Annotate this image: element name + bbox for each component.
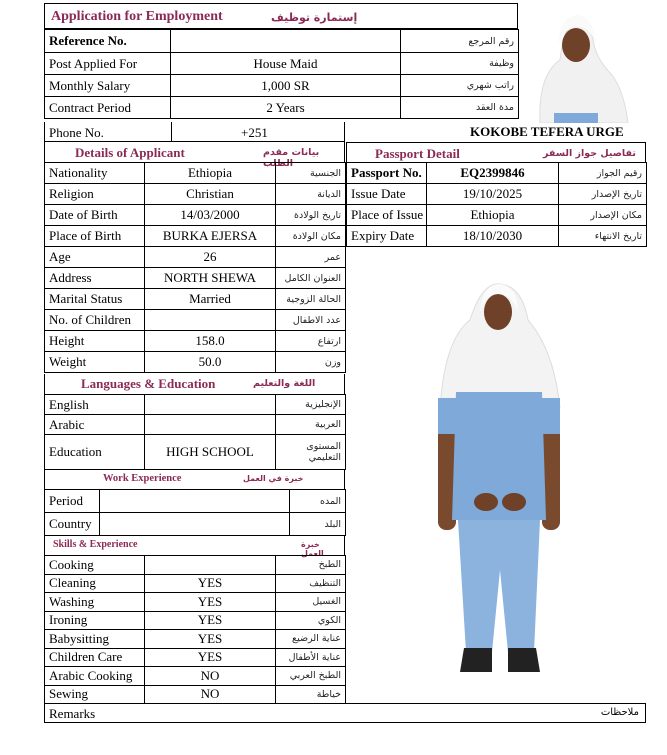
table-row (45, 163, 346, 184)
salary-label: Monthly Salary (45, 75, 171, 97)
row-ar: عدد الاطفال (276, 310, 346, 331)
row-ar: المده (290, 490, 346, 513)
table-row (45, 490, 346, 513)
row-value: YES (145, 593, 276, 612)
row-value: YES (145, 630, 276, 649)
row-ar: الإنجليزية (276, 395, 346, 415)
work-table (44, 489, 346, 536)
row-label: Washing (45, 593, 145, 612)
row-value: Christian (145, 184, 276, 205)
row-label: Religion (45, 184, 145, 205)
post-label: Post Applied For (45, 53, 171, 75)
row-value: 14/03/2000 (145, 205, 276, 226)
row-label: Place of Issue (347, 205, 427, 226)
row-label: Education (45, 435, 145, 470)
row-label: English (45, 395, 145, 415)
row-ar: الطبخ العربي (276, 667, 346, 686)
row-ar: الحالة الزوجية (276, 289, 346, 310)
table-row (45, 574, 346, 593)
row-ar: وزن (276, 352, 346, 373)
table-row (45, 184, 346, 205)
row-ar: الغسيل (276, 593, 346, 612)
row-label: Height (45, 331, 145, 352)
table-row (45, 331, 346, 352)
table-row (347, 205, 647, 226)
row-label: Cooking (45, 556, 145, 575)
table-row (45, 30, 519, 53)
row-value: 158.0 (145, 331, 276, 352)
table-row (347, 163, 647, 184)
row-ar: تاريخ الإصدار (559, 184, 647, 205)
row-ar: العنوان الكامل (276, 268, 346, 289)
row-value (145, 415, 276, 435)
table-row (45, 75, 519, 97)
top-info-table (44, 29, 519, 119)
table-row (45, 513, 346, 536)
table-row (347, 184, 647, 205)
title-ar: إستمارة توظيف (271, 11, 358, 24)
table-row (45, 205, 346, 226)
row-value: BURKA EJERSA (145, 226, 276, 247)
row-value: NORTH SHEWA (145, 268, 276, 289)
table-row (45, 226, 346, 247)
salary-value: 1,000 SR (171, 75, 401, 97)
languages-title-ar: اللغة والتعليم (253, 378, 316, 389)
row-ar: الديانة (276, 184, 346, 205)
row-value: NO (145, 685, 276, 704)
row-label: Expiry Date (347, 226, 427, 247)
table-row (45, 415, 346, 435)
salary-ar: راتب شهري (401, 75, 519, 97)
row-label: Cleaning (45, 574, 145, 593)
table-row (45, 648, 346, 667)
ref-label: Reference No. (45, 30, 171, 53)
remarks-label: Remarks (49, 706, 96, 721)
row-value: YES (145, 574, 276, 593)
row-value (100, 513, 290, 536)
table-row (45, 435, 346, 470)
passport-title-en: Passport Detail (375, 146, 460, 161)
applicant-name: KOKOBE TEFERA URGE (470, 124, 624, 139)
row-value: YES (145, 611, 276, 630)
row-label: Nationality (45, 163, 145, 184)
row-label: Place of Birth (45, 226, 145, 247)
title-en: Application for Employment (51, 9, 223, 24)
work-header (44, 469, 345, 489)
portrait-photo (520, 5, 632, 123)
contract-ar: مدة العقد (401, 97, 519, 119)
passport-header (346, 142, 646, 162)
table-row (45, 289, 346, 310)
languages-title-en: Languages & Education (81, 376, 216, 391)
phone-value: +251 (241, 125, 268, 140)
row-ar: رقيم الجواز (559, 163, 647, 184)
row-label: Passport No. (347, 163, 427, 184)
ref-value (171, 30, 401, 53)
table-row (347, 226, 647, 247)
row-value: 18/10/2030 (427, 226, 559, 247)
row-label: Children Care (45, 648, 145, 667)
row-value: Married (145, 289, 276, 310)
row-label: Arabic Cooking (45, 667, 145, 686)
row-label: Weight (45, 352, 145, 373)
row-ar: الطبخ (276, 556, 346, 575)
row-value (145, 556, 276, 575)
remarks-row (44, 703, 646, 723)
skills-header (44, 535, 345, 558)
contract-label: Contract Period (45, 97, 171, 119)
row-ar: الجنسية (276, 163, 346, 184)
row-label: Ironing (45, 611, 145, 630)
table-row (45, 247, 346, 268)
row-ar: عناية الرضيع (276, 630, 346, 649)
row-ar: الكوي (276, 611, 346, 630)
row-label: Arabic (45, 415, 145, 435)
table-row (45, 310, 346, 331)
work-title-en: Work Experience (103, 473, 182, 484)
table-row (45, 630, 346, 649)
work-title-ar: خبرة في العمل (243, 474, 304, 483)
row-ar: تاريخ الولادة (276, 205, 346, 226)
details-header (44, 142, 345, 169)
row-ar: مكان الولادة (276, 226, 346, 247)
row-value (145, 310, 276, 331)
row-value (145, 395, 276, 415)
row-value: HIGH SCHOOL (145, 435, 276, 470)
row-label: Country (45, 513, 100, 536)
header-box (44, 3, 518, 29)
row-ar: عمر (276, 247, 346, 268)
phone-row (44, 122, 345, 142)
languages-table (44, 394, 346, 470)
table-row (45, 352, 346, 373)
contract-value: 2 Years (171, 97, 401, 119)
row-label: Date of Birth (45, 205, 145, 226)
row-value: EQ2399846 (427, 163, 559, 184)
table-row (45, 53, 519, 75)
full-body-photo (430, 280, 568, 682)
phone-divider (171, 122, 172, 142)
table-row (45, 685, 346, 704)
row-value: Ethiopia (427, 205, 559, 226)
table-row (45, 395, 346, 415)
row-ar: العربية (276, 415, 346, 435)
table-row (45, 667, 346, 686)
row-label: Sewing (45, 685, 145, 704)
row-value: 19/10/2025 (427, 184, 559, 205)
row-value: Ethiopia (145, 163, 276, 184)
row-value: YES (145, 648, 276, 667)
details-title-en: Details of Applicant (75, 145, 185, 160)
remarks-ar: ملاحظات (600, 707, 639, 718)
row-ar: عناية الأطفال (276, 648, 346, 667)
row-ar: المستوى التعليمي (276, 435, 346, 470)
row-ar: البلد (290, 513, 346, 536)
table-row (45, 556, 346, 575)
row-label: No. of Children (45, 310, 145, 331)
row-value: 26 (145, 247, 276, 268)
details-table (44, 162, 346, 373)
row-label: Address (45, 268, 145, 289)
passport-title-ar: تفاصيل جواز السفر (543, 148, 636, 159)
skills-title-ar: خبرة العمل (301, 540, 324, 558)
skills-table (44, 555, 346, 704)
languages-header (44, 374, 345, 394)
ref-ar: رقم المرجع (401, 30, 519, 53)
row-ar: التنظيف (276, 574, 346, 593)
passport-table (346, 162, 647, 247)
details-title-ar: بيانات مقدم الطلب (263, 147, 320, 169)
row-label: Period (45, 490, 100, 513)
table-row (45, 593, 346, 612)
table-row (45, 97, 519, 119)
row-value: NO (145, 667, 276, 686)
row-value (100, 490, 290, 513)
post-value: House Maid (171, 53, 401, 75)
table-row (45, 611, 346, 630)
row-ar: ارتفاع (276, 331, 346, 352)
row-label: Babysitting (45, 630, 145, 649)
table-row (45, 268, 346, 289)
row-value: 50.0 (145, 352, 276, 373)
skills-title-en: Skills & Experience (53, 539, 138, 550)
row-label: Issue Date (347, 184, 427, 205)
row-ar: تاريخ الانتهاء (559, 226, 647, 247)
row-label: Marital Status (45, 289, 145, 310)
phone-label: Phone No. (49, 125, 104, 140)
row-label: Age (45, 247, 145, 268)
post-ar: وظيفة (401, 53, 519, 75)
row-ar: خياطة (276, 685, 346, 704)
row-ar: مكان الإصدار (559, 205, 647, 226)
